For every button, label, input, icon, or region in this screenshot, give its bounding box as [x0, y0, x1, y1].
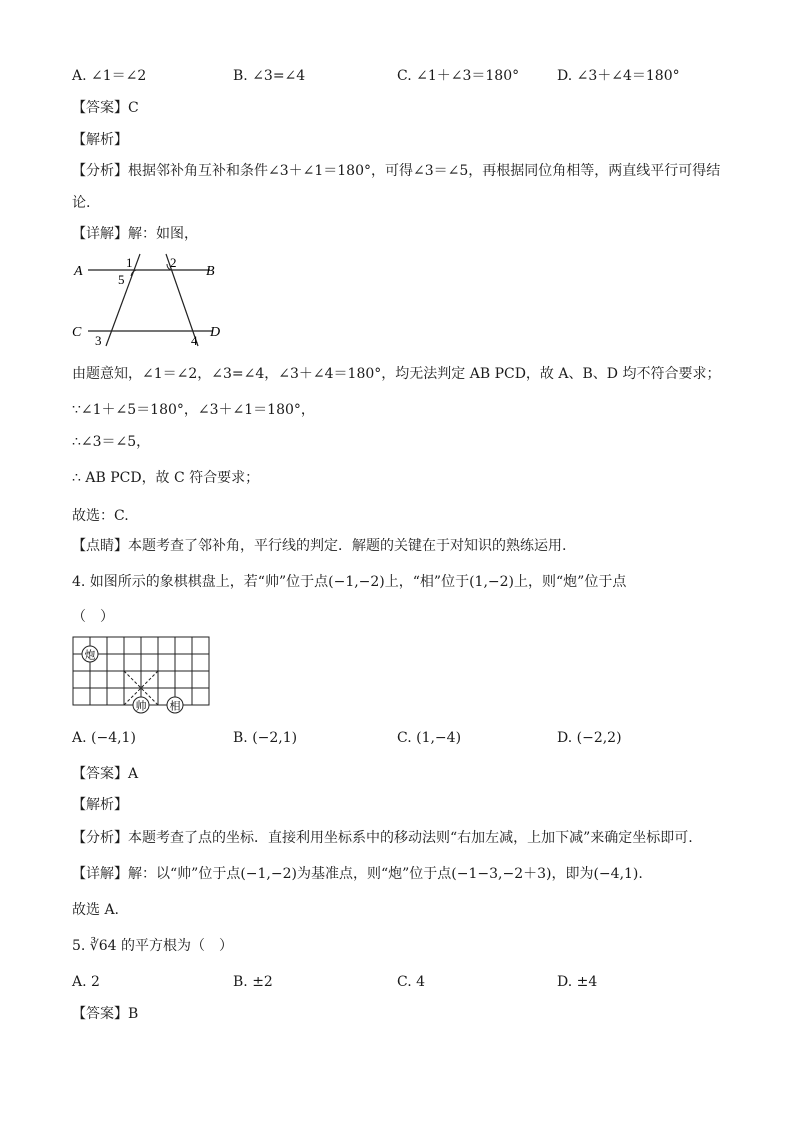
- label-angle-5: 5: [118, 272, 125, 287]
- label-a: A: [74, 264, 83, 279]
- label-angle-2: 2: [170, 255, 177, 270]
- q3-step3: ∴∠3＝∠5，: [72, 434, 151, 450]
- q4-option-a: A. (−4,1): [72, 730, 136, 746]
- q3-analysis-line1: 【分析】根据邻补角互补和条件∠3＋∠1＝180°，可得∠3＝∠5，再根据同位角相等，两直线平行可得结: [72, 163, 721, 179]
- q5-option-d: D. ±4: [557, 974, 598, 990]
- label-angle-1: 1: [126, 255, 133, 270]
- piece-xiang: 相: [169, 700, 181, 713]
- q3-option-c: C. ∠1＋∠3＝180°: [397, 68, 520, 84]
- q4-option-b: B. (−2,1): [233, 730, 298, 746]
- q5-option-a: A. 2: [72, 974, 100, 990]
- q4-analysis: 【分析】本题考查了点的坐标．直接利用坐标系中的移动法则“右加左减，上加下减”来确定坐标即可.: [72, 830, 693, 846]
- chessboard-figure: [72, 636, 212, 716]
- q4-stem-line1: 4. 如图所示的象棋棋盘上，若“帅”位于点(−1,−2)上，“相”位于(1,−2)上，则“炮”位于点: [72, 574, 627, 590]
- parallel-lines-figure: [70, 250, 230, 350]
- label-angle-4: 4: [191, 333, 198, 348]
- q4-stem-line2: （ ）: [72, 609, 114, 625]
- q3-step4: ∴ AB PCD，故 C 符合要求；: [72, 470, 260, 486]
- q3-jiexi: 【解析】: [72, 132, 128, 148]
- q4-answer: 【答案】A: [72, 766, 139, 782]
- q4-jiexi: 【解析】: [72, 797, 128, 813]
- q4-detail: 【详解】解：以“帅”位于点(−1,−2)为基准点，则“炮”位于点(−1−3,−2＋3)，即为(−4,1).: [72, 866, 643, 882]
- q4-option-c: C. (1,−4): [397, 730, 462, 746]
- label-d: D: [210, 325, 221, 340]
- label-b: B: [206, 264, 215, 279]
- q5-option-b: B. ±2: [233, 974, 273, 990]
- q5-stem: 5. ∛64 的平方根为（ ）: [72, 938, 233, 954]
- q3-option-d: D. ∠3＋∠4＝180°: [557, 68, 680, 84]
- label-c: C: [72, 325, 82, 340]
- q4-option-d: D. (−2,2): [557, 730, 622, 746]
- q5-answer: 【答案】B: [72, 1006, 139, 1022]
- q3-option-b: B. ∠3=∠4: [233, 68, 306, 84]
- q3-detail: 【详解】解：如图，: [72, 226, 198, 242]
- piece-shuai: 帅: [135, 700, 147, 713]
- q3-answer: 【答案】C: [72, 100, 139, 116]
- transversal-left: [106, 254, 140, 346]
- piece-pao: 炮: [84, 649, 96, 662]
- q3-analysis-line2: 论.: [72, 195, 91, 211]
- q3-comment: 【点睛】本题考查了邻补角，平行线的判定．解题的关键在于对知识的熟练运用.: [72, 538, 567, 554]
- q3-step2: ∵∠1＋∠5＝180°，∠3＋∠1＝180°，: [72, 402, 315, 418]
- q3-step1: 由题意知，∠1＝∠2，∠3=∠4，∠3＋∠4＝180°，均无法判定 AB PCD，故 A、B、D 均不符合要求；: [72, 366, 721, 382]
- q5-option-c: C. 4: [397, 974, 426, 990]
- q4-choose: 故选 A.: [72, 902, 120, 918]
- q3-choose: 故选：C.: [72, 508, 129, 524]
- q3-option-a: A. ∠1＝∠2: [72, 68, 147, 84]
- label-angle-3: 3: [95, 333, 102, 348]
